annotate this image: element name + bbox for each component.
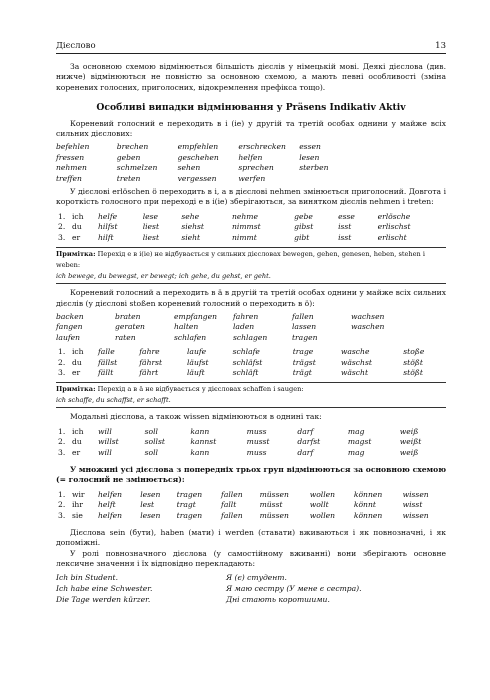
verb-form: wisst (402, 500, 423, 510)
verb-form: fallen (221, 489, 243, 499)
conjugation-row (56, 368, 446, 378)
verb-form: esse (338, 211, 355, 221)
person-number: 2. (58, 222, 66, 232)
verb-form: erlischt (377, 232, 407, 242)
section-title: Особливі випадки відмінювання у Präsens Indikativ Aktiv (96, 102, 406, 114)
conjugation-row (56, 358, 446, 368)
word-item: fangen (56, 322, 83, 332)
word-item: fallen (292, 311, 314, 321)
verb-form: fährt (139, 367, 159, 377)
verb-form: weiß (399, 426, 419, 436)
verb-form: wissen (402, 510, 429, 520)
verb-form: könnt (353, 500, 376, 510)
block2-note (56, 382, 446, 408)
verb-form: fällst (98, 357, 118, 367)
verb-form: hilfst (98, 222, 118, 232)
note-examples: ich bewege, du bewegst, er bewegt; ich gehe, du gehst, er geht. (56, 272, 271, 281)
verb-form: können (353, 489, 383, 499)
verb-form: wollt (309, 500, 329, 510)
intro-paragraph: За основною схемою відмінюється більшість дієслів у німецькій мові. Деякі дієслова (див. нижче) відмінюються не повністю за основною схемою, а мають певні особливості (зміна кореневих голосних, приголосних, відокремлення префікса тощо). (56, 62, 446, 92)
verb-form: mag (347, 447, 365, 457)
verb-form: soll (144, 447, 158, 457)
word-item: empfehlen (177, 142, 219, 152)
pronoun: du (72, 222, 82, 232)
verb-form: schlafe (232, 347, 260, 357)
verb-form: läufst (186, 357, 209, 367)
verb-form: stoße (403, 347, 425, 357)
verb-form: gibst (294, 222, 314, 232)
verb-form: trägt (292, 367, 312, 377)
verb-form: muss (246, 426, 267, 436)
person-number: 1. (58, 347, 66, 357)
verb-form: schläfst (232, 357, 263, 367)
verb-form: liest (142, 232, 160, 242)
conjugation-row (56, 490, 446, 500)
conjugation-row (56, 212, 446, 222)
person-number: 1. (58, 211, 66, 221)
person-number: 2. (58, 500, 66, 510)
verb-form: schläft (232, 367, 259, 377)
block2-conjugation-table (56, 347, 446, 378)
verb-form: darfst (297, 437, 321, 447)
verb-form: sollst (144, 437, 165, 447)
verb-form: müssen (259, 489, 289, 499)
verb-form: helfe (98, 211, 118, 221)
block2-text: Кореневий голосний a переходить в ä в другій та третій особах однини у майже всіх сильних дієслів (у дієслові stoßen кореневий голосний o переходить в ö): (56, 288, 446, 308)
example-row (56, 573, 446, 584)
conjugation-row (56, 347, 446, 357)
note-label: Примітка: (56, 250, 96, 259)
word-item: fressen (56, 152, 85, 162)
word-item: laufen (56, 332, 81, 342)
word-item: vergessen (177, 173, 217, 183)
verb-form: trage (292, 347, 314, 357)
pronoun: du (72, 357, 82, 367)
verb-form: erlösche (377, 211, 411, 221)
pronoun: ihr (72, 500, 83, 510)
verb-form: stößt (403, 357, 423, 367)
verb-form: siehst (181, 222, 204, 232)
conjugation-row (56, 500, 446, 510)
verb-form: liest (142, 222, 160, 232)
page-header (56, 41, 446, 54)
verb-form: helfen (98, 510, 123, 520)
conjugation-row (56, 448, 446, 458)
word-item: werfen (238, 173, 266, 183)
pronoun: er (72, 447, 81, 457)
verb-form: soll (144, 426, 158, 436)
verb-form: falle (98, 347, 115, 357)
block1-text: Кореневий голосний e переходить в i (ie) у другій та третій особах однини у майже всіх сильних дієслових: (56, 118, 446, 139)
person-number: 3. (58, 510, 66, 520)
word-item: befehlen (56, 142, 90, 152)
word-item: erschrecken (238, 142, 286, 152)
block1-conjugation-table (56, 212, 446, 243)
verb-form: nimmst (232, 222, 261, 232)
verb-form: helft (98, 500, 116, 510)
verb-form: darf (297, 447, 314, 457)
conjugation-row (56, 437, 446, 447)
verb-form: wissen (402, 489, 429, 499)
verb-form: tragt (176, 500, 196, 510)
verb-form: wäscht (340, 367, 368, 377)
note-text: Перехід e в i(ie) не відбувається у сильних дієсловах bewegen, gehen, genesen, heben, stehen і weben: (56, 250, 425, 270)
verb-form: weiß (399, 447, 419, 457)
verb-form: nimmt (232, 232, 257, 242)
person-number: 1. (58, 426, 66, 436)
pronoun: ich (72, 426, 84, 436)
conjugation-row (56, 427, 446, 437)
verb-form: sehe (181, 211, 200, 221)
verb-form: weißt (399, 437, 422, 447)
verb-form: können (353, 510, 383, 520)
verb-form: hilft (98, 232, 114, 242)
conjugation-row (56, 233, 446, 243)
word-item: halten (174, 322, 199, 332)
example-ukrainian: Я маю сестру (У мене є сестра). (226, 583, 362, 593)
example-row (56, 595, 446, 606)
pronoun: er (72, 367, 81, 377)
verb-form: erlischst (377, 222, 411, 232)
running-title: Дієслово (56, 41, 96, 51)
verb-form: sieht (181, 232, 201, 242)
verb-form: mag (347, 426, 365, 436)
block4-text: У множині усі дієслова з попередніх трьох груп відмінюються за основною схемою (= голосний не змінюється): (56, 464, 446, 485)
verb-form: müsst (259, 500, 283, 510)
word-item: sprechen (238, 163, 274, 173)
verb-form: fällt (98, 367, 114, 377)
person-number: 3. (58, 367, 66, 377)
verb-form: fahre (139, 347, 160, 357)
verb-form: wollen (309, 510, 336, 520)
verb-form: wollen (309, 489, 336, 499)
pronoun: sie (72, 510, 83, 520)
word-item: schmelzen (116, 163, 158, 173)
verb-form: magst (347, 437, 372, 447)
verb-form: muss (246, 447, 267, 457)
page-content (56, 62, 446, 606)
word-item: tragen (292, 332, 318, 342)
word-item: lesen (299, 152, 320, 162)
block2-word-grid (56, 312, 406, 343)
word-item: essen (299, 142, 321, 152)
word-item: backen (56, 311, 84, 321)
example-german: Ich bin Student. (56, 572, 119, 582)
verb-form: musst (246, 437, 270, 447)
example-ukrainian: Дні стають коротшими. (226, 594, 330, 604)
word-item: treffen (56, 173, 82, 183)
example-german: Die Tage werden kürzer. (56, 594, 151, 604)
person-number: 1. (58, 489, 66, 499)
verb-form: wäschst (340, 357, 372, 367)
verb-form: willst (98, 437, 119, 447)
word-item: wachsen (351, 311, 385, 321)
verb-form: will (98, 447, 112, 457)
pronoun: ich (72, 211, 84, 221)
conjugation-row (56, 222, 446, 232)
verb-form: trägst (292, 357, 316, 367)
verb-form: lese (142, 211, 159, 221)
verb-form: stößt (403, 367, 423, 377)
verb-form: darf (297, 426, 314, 436)
note-label: Примітка: (56, 385, 96, 394)
word-item: sehen (177, 163, 201, 173)
translation-examples (56, 573, 446, 606)
word-item: waschen (351, 322, 385, 332)
block5-text: Дієслова sein (бути), haben (мати) і werden (ставати) вживаються і як повнозначні, і як допоміжні. (56, 528, 446, 548)
pronoun: wir (72, 489, 85, 499)
verb-form: laufe (186, 347, 207, 357)
verb-form: gibt (294, 232, 310, 242)
word-item: schlagen (233, 332, 268, 342)
verb-form: isst (338, 232, 352, 242)
word-item: geben (116, 152, 141, 162)
verb-form: isst (338, 222, 352, 232)
verb-form: fallen (221, 510, 243, 520)
verb-form: kann (190, 426, 210, 436)
block3-conjugation-table (56, 427, 446, 458)
conjugation-row (56, 511, 446, 521)
verb-form: tragen (176, 510, 203, 520)
verb-form: lesen (140, 489, 161, 499)
example-german: Ich habe eine Schwester. (56, 583, 153, 593)
block3-text: Модальні дієслова, а також wissen відмінюються в однині так: (70, 412, 322, 422)
block1-word-grid (56, 142, 356, 184)
verb-form: lest (140, 500, 155, 510)
note-examples: ich schaffe, du schaffst, er schafft. (56, 396, 171, 405)
word-item: schlafen (174, 332, 207, 342)
word-item: empfangen (174, 311, 218, 321)
example-row (56, 584, 446, 595)
verb-form: läuft (186, 367, 205, 377)
word-item: raten (115, 332, 136, 342)
note-text: Перехід a в ä не відбувається у дієсловах schaffen і saugen: (97, 385, 304, 394)
person-number: 3. (58, 232, 66, 242)
person-number: 2. (58, 357, 66, 367)
word-item (351, 333, 406, 343)
word-item: braten (115, 311, 141, 321)
person-number: 3. (58, 447, 66, 457)
verb-form: kannst (190, 437, 217, 447)
word-item: nehmen (56, 163, 87, 173)
example-ukrainian: Я (є) студент. (226, 572, 287, 582)
page-number: 13 (435, 41, 446, 51)
word-item (299, 174, 356, 184)
word-item: lassen (292, 322, 317, 332)
person-number: 2. (58, 437, 66, 447)
block5-text2: У ролі повнозначного дієслова (у самостійному вживанні) вони зберігають основне лексичне значення і їх відповідно перекладають: (56, 548, 446, 569)
block1-note (56, 247, 446, 284)
word-item: brechen (116, 142, 149, 152)
verb-form: gebe (294, 211, 313, 221)
pronoun: du (72, 437, 82, 447)
pronoun: er (72, 232, 81, 242)
verb-form: tragen (176, 489, 203, 499)
word-item: treten (116, 173, 141, 183)
word-item: geraten (115, 322, 145, 332)
verb-form: nehme (232, 211, 258, 221)
word-item: geschehen (177, 152, 219, 162)
verb-form: fährst (139, 357, 163, 367)
verb-form: fallt (221, 500, 237, 510)
verb-form: will (98, 426, 112, 436)
word-item: fahren (233, 311, 259, 321)
verb-form: lesen (140, 510, 161, 520)
word-item: sterben (299, 163, 329, 173)
verb-form: müssen (259, 510, 289, 520)
verb-form: wasche (340, 347, 370, 357)
word-item: helfen (238, 152, 263, 162)
block4-conjugation-table (56, 490, 446, 521)
verb-form: helfen (98, 489, 123, 499)
verb-form: kann (190, 447, 210, 457)
word-item: laden (233, 322, 255, 332)
pronoun: ich (72, 347, 84, 357)
block1-text2: У дієслові erlöschen ö переходить в i, а в дієслові nehmen змінюється приголосний. Довгота і короткість голосного при переході e в i(ie) зберігаються, за винятком дієслів nehmen і treten: (56, 187, 446, 207)
